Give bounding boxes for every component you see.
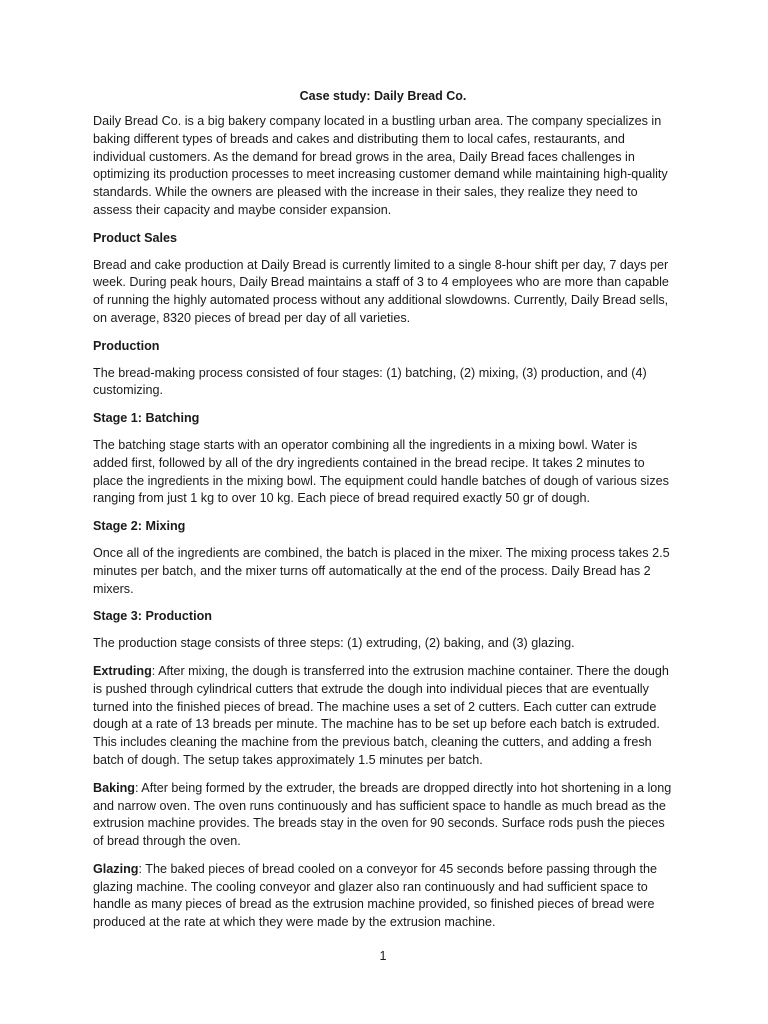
section-heading-stage-3: Stage 3: Production: [93, 609, 212, 624]
baking-text: : After being formed by the extruder, the breads are dropped directly into hot shortening in a long and narrow oven. The oven runs continuously and has sufficient space to handle as much bread as the extrusion machine provides. The breads stay in the oven for 90 seconds. Surface rods push the pieces of bread through the oven.: [93, 780, 672, 849]
glazing-text: : The baked pieces of bread cooled on a conveyor for 45 seconds before passing through the glazing machine. The cooling conveyor and glazer also ran continuously and had sufficient space to handle as many pieces of bread as the extrusion machine provided, so finished pieces of bread were produced at the rate at which they were made by the extrusion machine.: [93, 861, 658, 930]
product-sales-paragraph: Bread and cake production at Daily Bread is currently limited to a single 8-hour shift per day, 7 days per week. During peak hours, Daily Bread maintains a staff of 3 to 4 employees who are more than capable of running the highly automated process without any additional slowdowns. Currently, Daily Bread sells, on average, 8320 pieces of bread per day of all varieties.: [93, 257, 669, 325]
document-title: Case study: Daily Bread Co.: [299, 89, 467, 103]
page-number: 1: [379, 949, 387, 963]
glazing-term: Glazing: [93, 861, 139, 876]
production-paragraph: The bread-making process consisted of four stages: (1) batching, (2) mixing, (3) production, and (4) customizing.: [93, 365, 647, 398]
baking-paragraph: [93, 780, 673, 851]
extruding-text: : After mixing, the dough is transferred into the extrusion machine container. There the dough is pushed through cylindrical cutters that extrude the dough into individual pieces that are eventually turned into the finished pieces of bread. The machine uses a set of 2 cutters. Each cutter can extrude dough at a rate of 13 breads per minute. The machine has to be set up before each batch is extruded. This includes cleaning the machine from the previous batch, cleaning the cutters, and adding a fresh batch of dough. The setup takes approximately 1.5 minutes per batch.: [93, 663, 669, 767]
stage-3-paragraph: The production stage consists of three steps: (1) extruding, (2) baking, and (3) glazing.: [93, 636, 575, 651]
glazing-paragraph: [93, 861, 673, 932]
intro-paragraph: Daily Bread Co. is a big bakery company located in a bustling urban area. The company specializes in baking different types of breads and cakes and distributing them to local cafes, restaurants, and individual customers. As the demand for bread grows in the area, Daily Bread faces challenges in optimizing its production processes to meet increasing customer demand while maintaining high-quality standards. While the owners are pleased with the increase in their sales, they realize they need to assess their capacity and maybe consider expansion.: [93, 114, 668, 217]
section-heading-product-sales: Product Sales: [93, 230, 177, 245]
stage-1-paragraph: The batching stage starts with an operator combining all the ingredients in a mixing bowl. Water is added first, followed by all of the dry ingredients contained in the bread recipe. It takes 2 minutes to place the ingredients in the mixing bowl. The equipment could handle batches of dough of various sizes ranging from just 1 kg to over 10 kg. Each piece of bread required exactly 50 gr of dough.: [93, 437, 669, 506]
document-page: [93, 0, 673, 1024]
section-heading-production: Production: [93, 338, 160, 353]
extruding-term: Extruding: [93, 663, 152, 678]
section-heading-stage-2: Stage 2: Mixing: [93, 519, 186, 534]
stage-2-paragraph: Once all of the ingredients are combined, the batch is placed in the mixer. The mixing process takes 2.5 minutes per batch, and the mixer turns off automatically at the end of the process. Daily Bread has 2 mixers.: [93, 545, 670, 596]
section-heading-stage-1: Stage 1: Batching: [93, 411, 200, 426]
baking-term: Baking: [93, 780, 135, 795]
document-body: [93, 113, 673, 942]
extruding-paragraph: [93, 663, 673, 770]
